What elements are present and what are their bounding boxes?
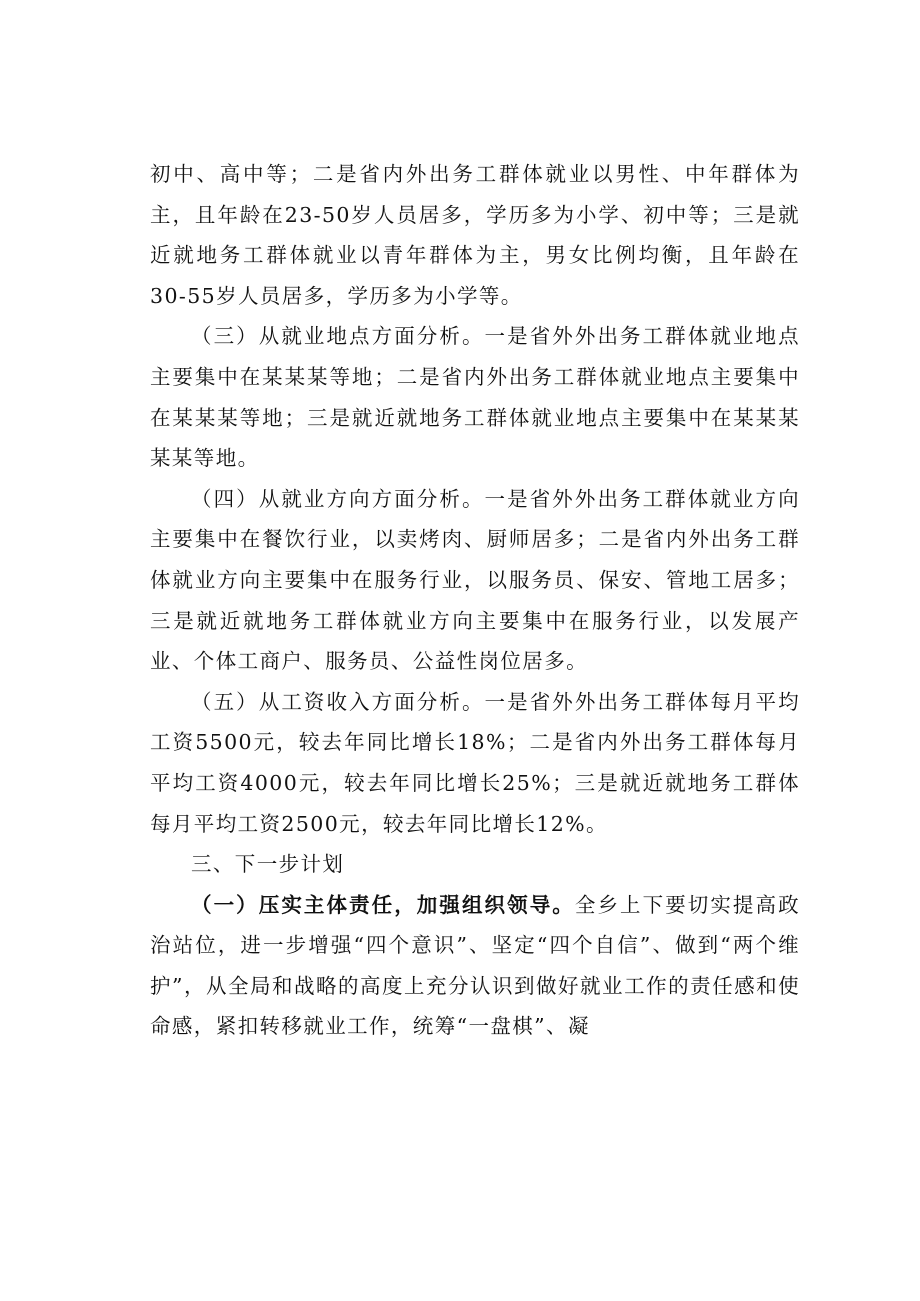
paragraph-responsibility bbox=[150, 885, 800, 1047]
paragraph-employment-direction: （四）从就业方向方面分析。一是省外外出务工群体就业方向主要集中在餐饮行业，以卖烤肉、厨师居多；二是省内外出务工群体就业方向主要集中在服务行业，以服务员、保安、管地工居多；三是就近就地务工群体就业方向主要集中在服务行业，以发展产业、个体工商户、服务员、公益性岗位居多。 bbox=[150, 486, 800, 674]
paragraph-wage-income: （五）从工资收入方面分析。一是省外外出务工群体每月平均工资5500元，较去年同比增长18%；二是省内外出务工群体每月平均工资4000元，较去年同比增长25%；三是就近就地务工群体每月平均工资2500元，较去年同比增长12%。 bbox=[150, 689, 800, 836]
section-heading-next-steps: 三、下一步计划 bbox=[191, 852, 345, 877]
document-body bbox=[150, 154, 800, 1047]
paragraph-lead-bold: （一）压实主体责任，加强组织领导。 bbox=[191, 892, 575, 917]
paragraph-employment-location: （三）从就业地点方面分析。一是省外外出务工群体就业地点主要集中在某某某等地；二是省内外出务工群体就业地点主要集中在某某某等地；三是就近就地务工群体就业地点主要集中在某某某某某等地。 bbox=[150, 324, 800, 471]
paragraph-demographics-continued: 初中、高中等；二是省内外出务工群体就业以男性、中年群体为主，且年龄在23-50岁人员居多，学历多为小学、初中等；三是就近就地务工群体就业以青年群体为主，男女比例均衡，且年龄在30-55岁人员居多，学历多为小学等。 bbox=[150, 162, 800, 308]
paragraph-body-text: 全乡上下要切实提高政治站位，进一步增强“四个意识”、坚定“四个自信”、做到“两个维护”，从全局和战略的高度上充分认识到做好就业工作的责任感和使命感，紧扣转移就业工作，统筹“一盘棋”、凝 bbox=[150, 892, 800, 1039]
